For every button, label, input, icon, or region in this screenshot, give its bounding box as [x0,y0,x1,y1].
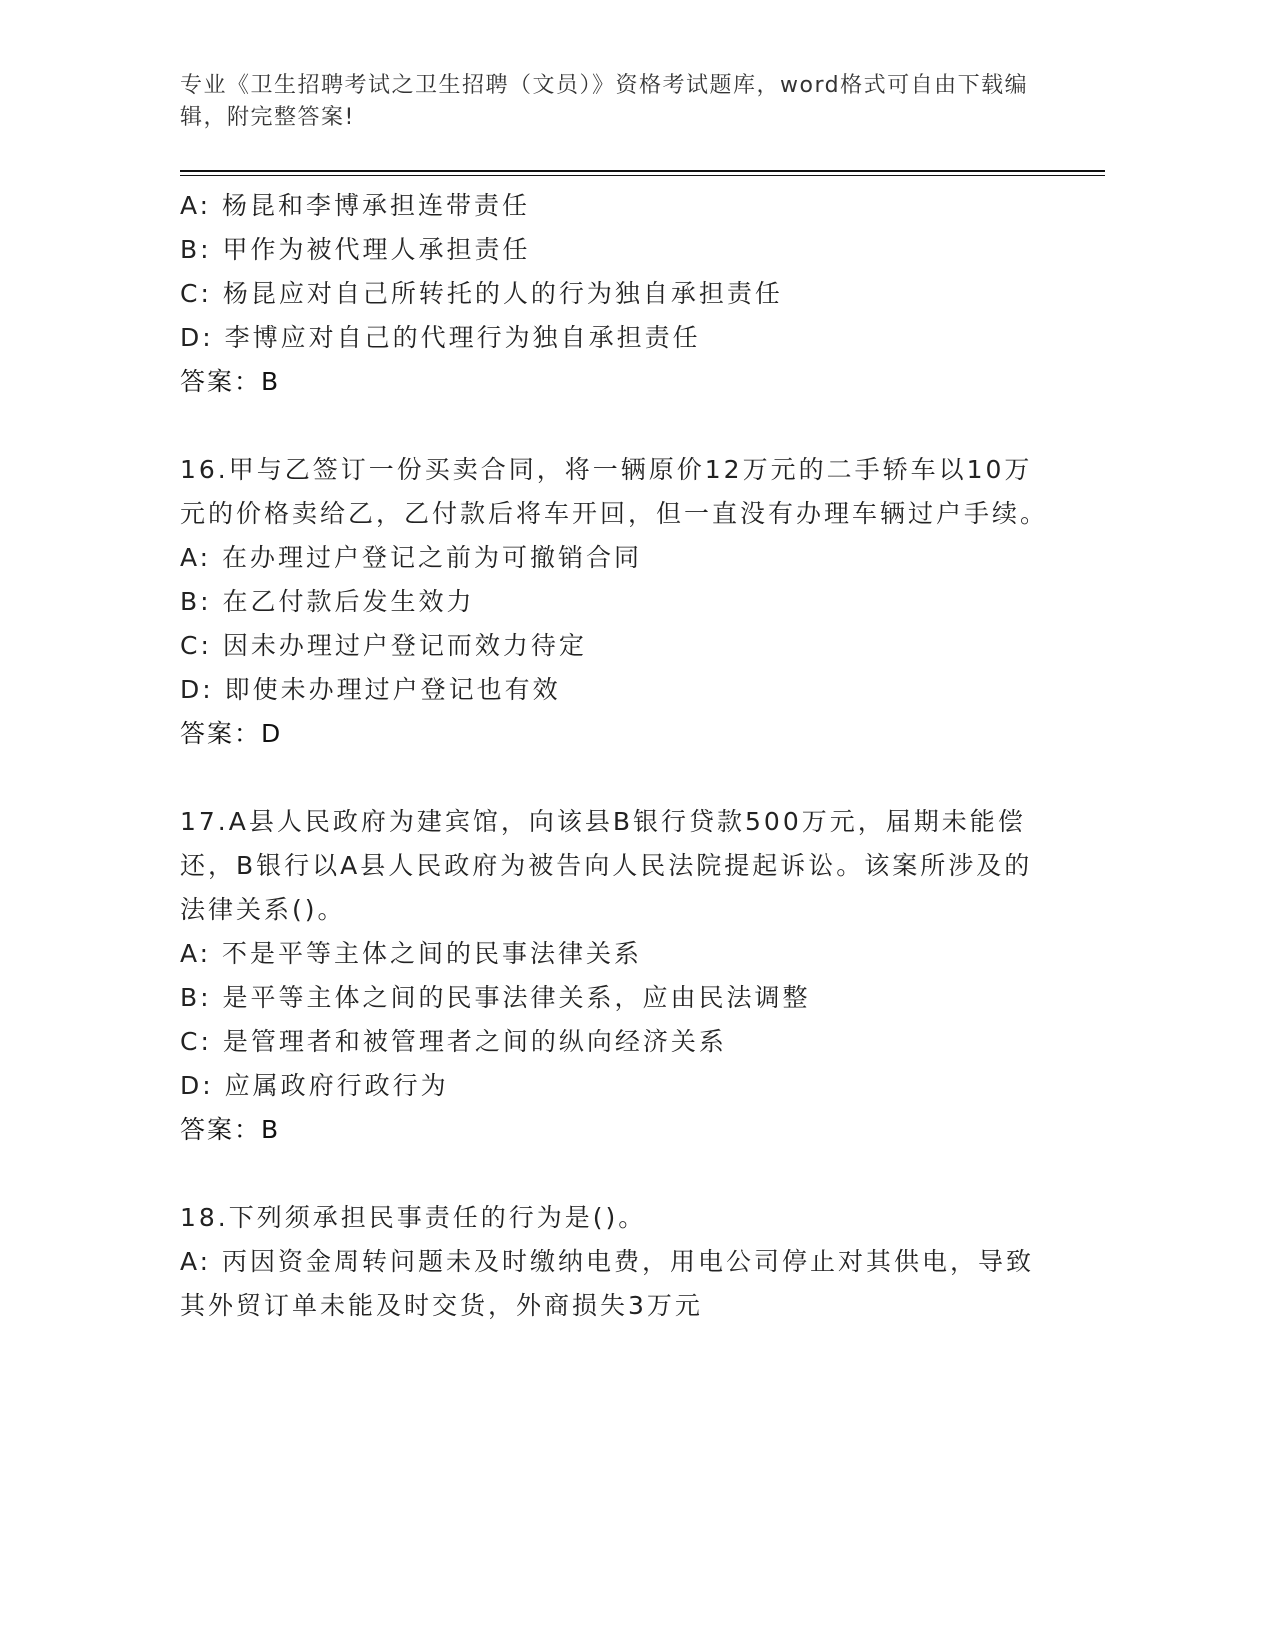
option-c: C: 因未办理过户登记而效力待定 [180,631,587,660]
option-d: D: 应属政府行政行为 [180,1071,449,1100]
option-c: C: 杨昆应对自己所转托的人的行为独自承担责任 [180,279,783,308]
question-stem: 18.下列须承担民事责任的行为是()。 [180,1203,647,1232]
option-b: B: 是平等主体之间的民事法律关系，应由民法调整 [180,983,811,1012]
answer-line: 答案：B [180,367,281,396]
option-a: A: 不是平等主体之间的民事法律关系 [180,939,643,968]
option-c: C: 是管理者和被管理者之间的纵向经济关系 [180,1027,727,1056]
answer-line: 答案：B [180,1115,281,1144]
document-header: 专业《卫生招聘考试之卫生招聘（文员）》资格考试题库，word格式可自由下载编辑，附完整答案! [180,73,1029,130]
spacer [180,1152,1060,1196]
question-stem: 16.甲与乙签订一份买卖合同，将一辆原价12万元的二手轿车以10万元的价格卖给乙，乙付款后将车开回，但一直没有办理车辆过户手续。 [180,455,1049,528]
question-18-block [180,1196,1060,1328]
option-d: D: 李博应对自己的代理行为独自承担责任 [180,323,701,352]
option-d: D: 即使未办理过户登记也有效 [180,675,561,704]
option-b: B: 甲作为被代理人承担责任 [180,235,531,264]
option-a: A: 在办理过户登记之前为可撤销合同 [180,543,643,572]
header-divider-thin [180,175,1105,176]
option-b: B: 在乙付款后发生效力 [180,587,475,616]
option-a: A: 丙因资金周转问题未及时缴纳电费，用电公司停止对其供电，导致其外贸订单未能及时交货，外商损失3万元 [180,1247,1035,1320]
header-divider-thick [180,170,1105,172]
question-17-block [180,800,1060,1152]
question-16-block [180,448,1060,756]
question-15-block [180,184,1060,404]
spacer [180,404,1060,448]
option-a: A: 杨昆和李博承担连带责任 [180,191,531,220]
question-stem: 17.A县人民政府为建宾馆，向该县B银行贷款500万元，届期未能偿还，B银行以A县人民政府为被告向人民法院提起诉讼。该案所涉及的法律关系()。 [180,807,1033,924]
spacer [180,756,1060,800]
question-content [180,184,1060,1328]
answer-line: 答案：D [180,719,283,748]
